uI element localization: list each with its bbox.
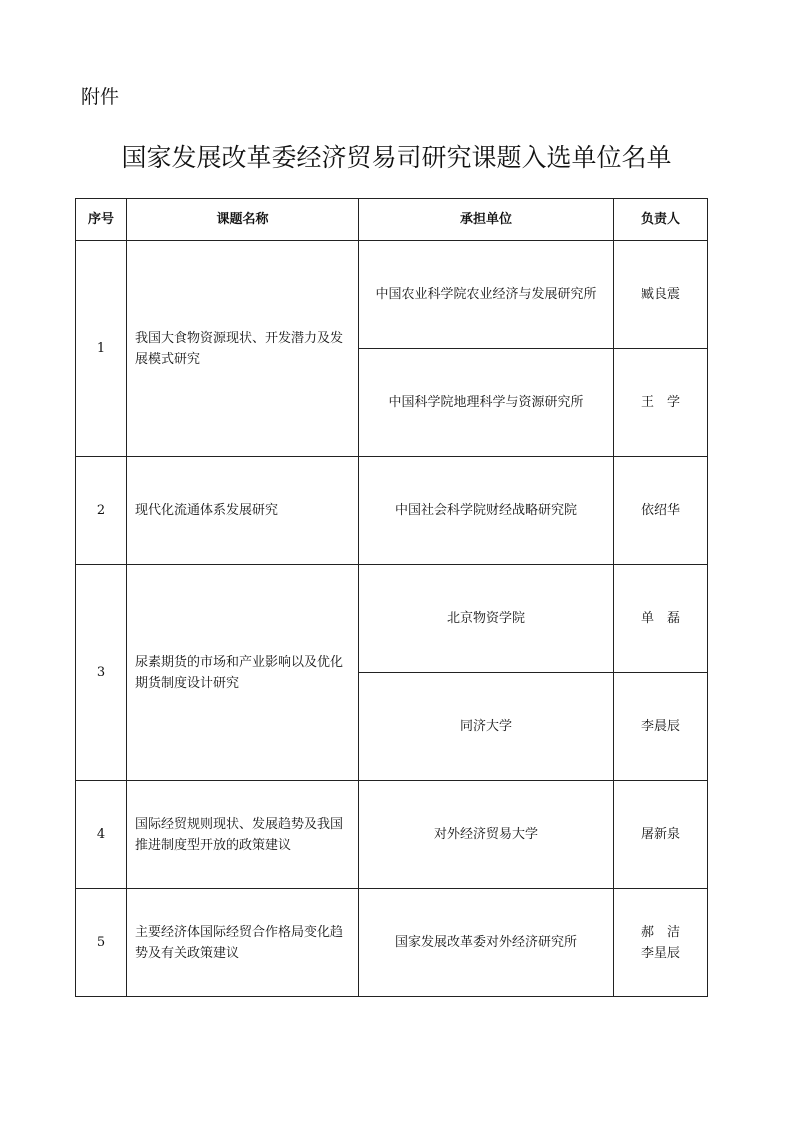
row-topic: 主要经济体国际经贸合作格局变化趋势及有关政策建议 [127, 889, 359, 997]
row-seq: 2 [76, 457, 127, 565]
row-unit: 对外经济贸易大学 [359, 781, 614, 889]
row-seq: 3 [76, 565, 127, 781]
row-seq: 5 [76, 889, 127, 997]
row-topic: 尿素期货的市场和产业影响以及优化期货制度设计研究 [127, 565, 359, 781]
document-title: 国家发展改革委经济贸易司研究课题入选单位名单 [121, 143, 672, 172]
attachment-label: 附件 [81, 86, 120, 108]
row-topic: 我国大食物资源现状、开发潜力及发展模式研究 [127, 241, 359, 457]
header-topic: 课题名称 [127, 199, 359, 241]
row-seq: 4 [76, 781, 127, 889]
table-row [76, 241, 708, 349]
row-unit: 中国农业科学院农业经济与发展研究所 [359, 241, 614, 349]
row-unit: 北京物资学院 [359, 565, 614, 673]
row-seq: 1 [76, 241, 127, 457]
topics-table [75, 198, 708, 997]
row-leader [614, 889, 708, 997]
row-leader: 单 磊 [614, 565, 708, 673]
header-leader: 负责人 [614, 199, 708, 241]
row-unit: 同济大学 [359, 673, 614, 781]
table-row [76, 565, 708, 673]
table-header-row [76, 199, 708, 241]
row-topic: 国际经贸规则现状、发展趋势及我国推进制度型开放的政策建议 [127, 781, 359, 889]
header-unit: 承担单位 [359, 199, 614, 241]
table-row [76, 781, 708, 889]
leader-name: 郝 洁 [640, 924, 680, 940]
row-leader: 臧良震 [614, 241, 708, 349]
row-topic: 现代化流通体系发展研究 [127, 457, 359, 565]
table-row [76, 889, 708, 997]
leader-name: 李星辰 [640, 945, 680, 961]
table-row [76, 457, 708, 565]
row-leader: 依绍华 [614, 457, 708, 565]
row-unit: 国家发展改革委对外经济研究所 [359, 889, 614, 997]
header-seq: 序号 [76, 199, 127, 241]
row-leader: 李晨辰 [614, 673, 708, 781]
row-unit: 中国科学院地理科学与资源研究所 [359, 349, 614, 457]
row-leader: 屠新泉 [614, 781, 708, 889]
row-leader: 王 学 [614, 349, 708, 457]
row-unit: 中国社会科学院财经战略研究院 [359, 457, 614, 565]
